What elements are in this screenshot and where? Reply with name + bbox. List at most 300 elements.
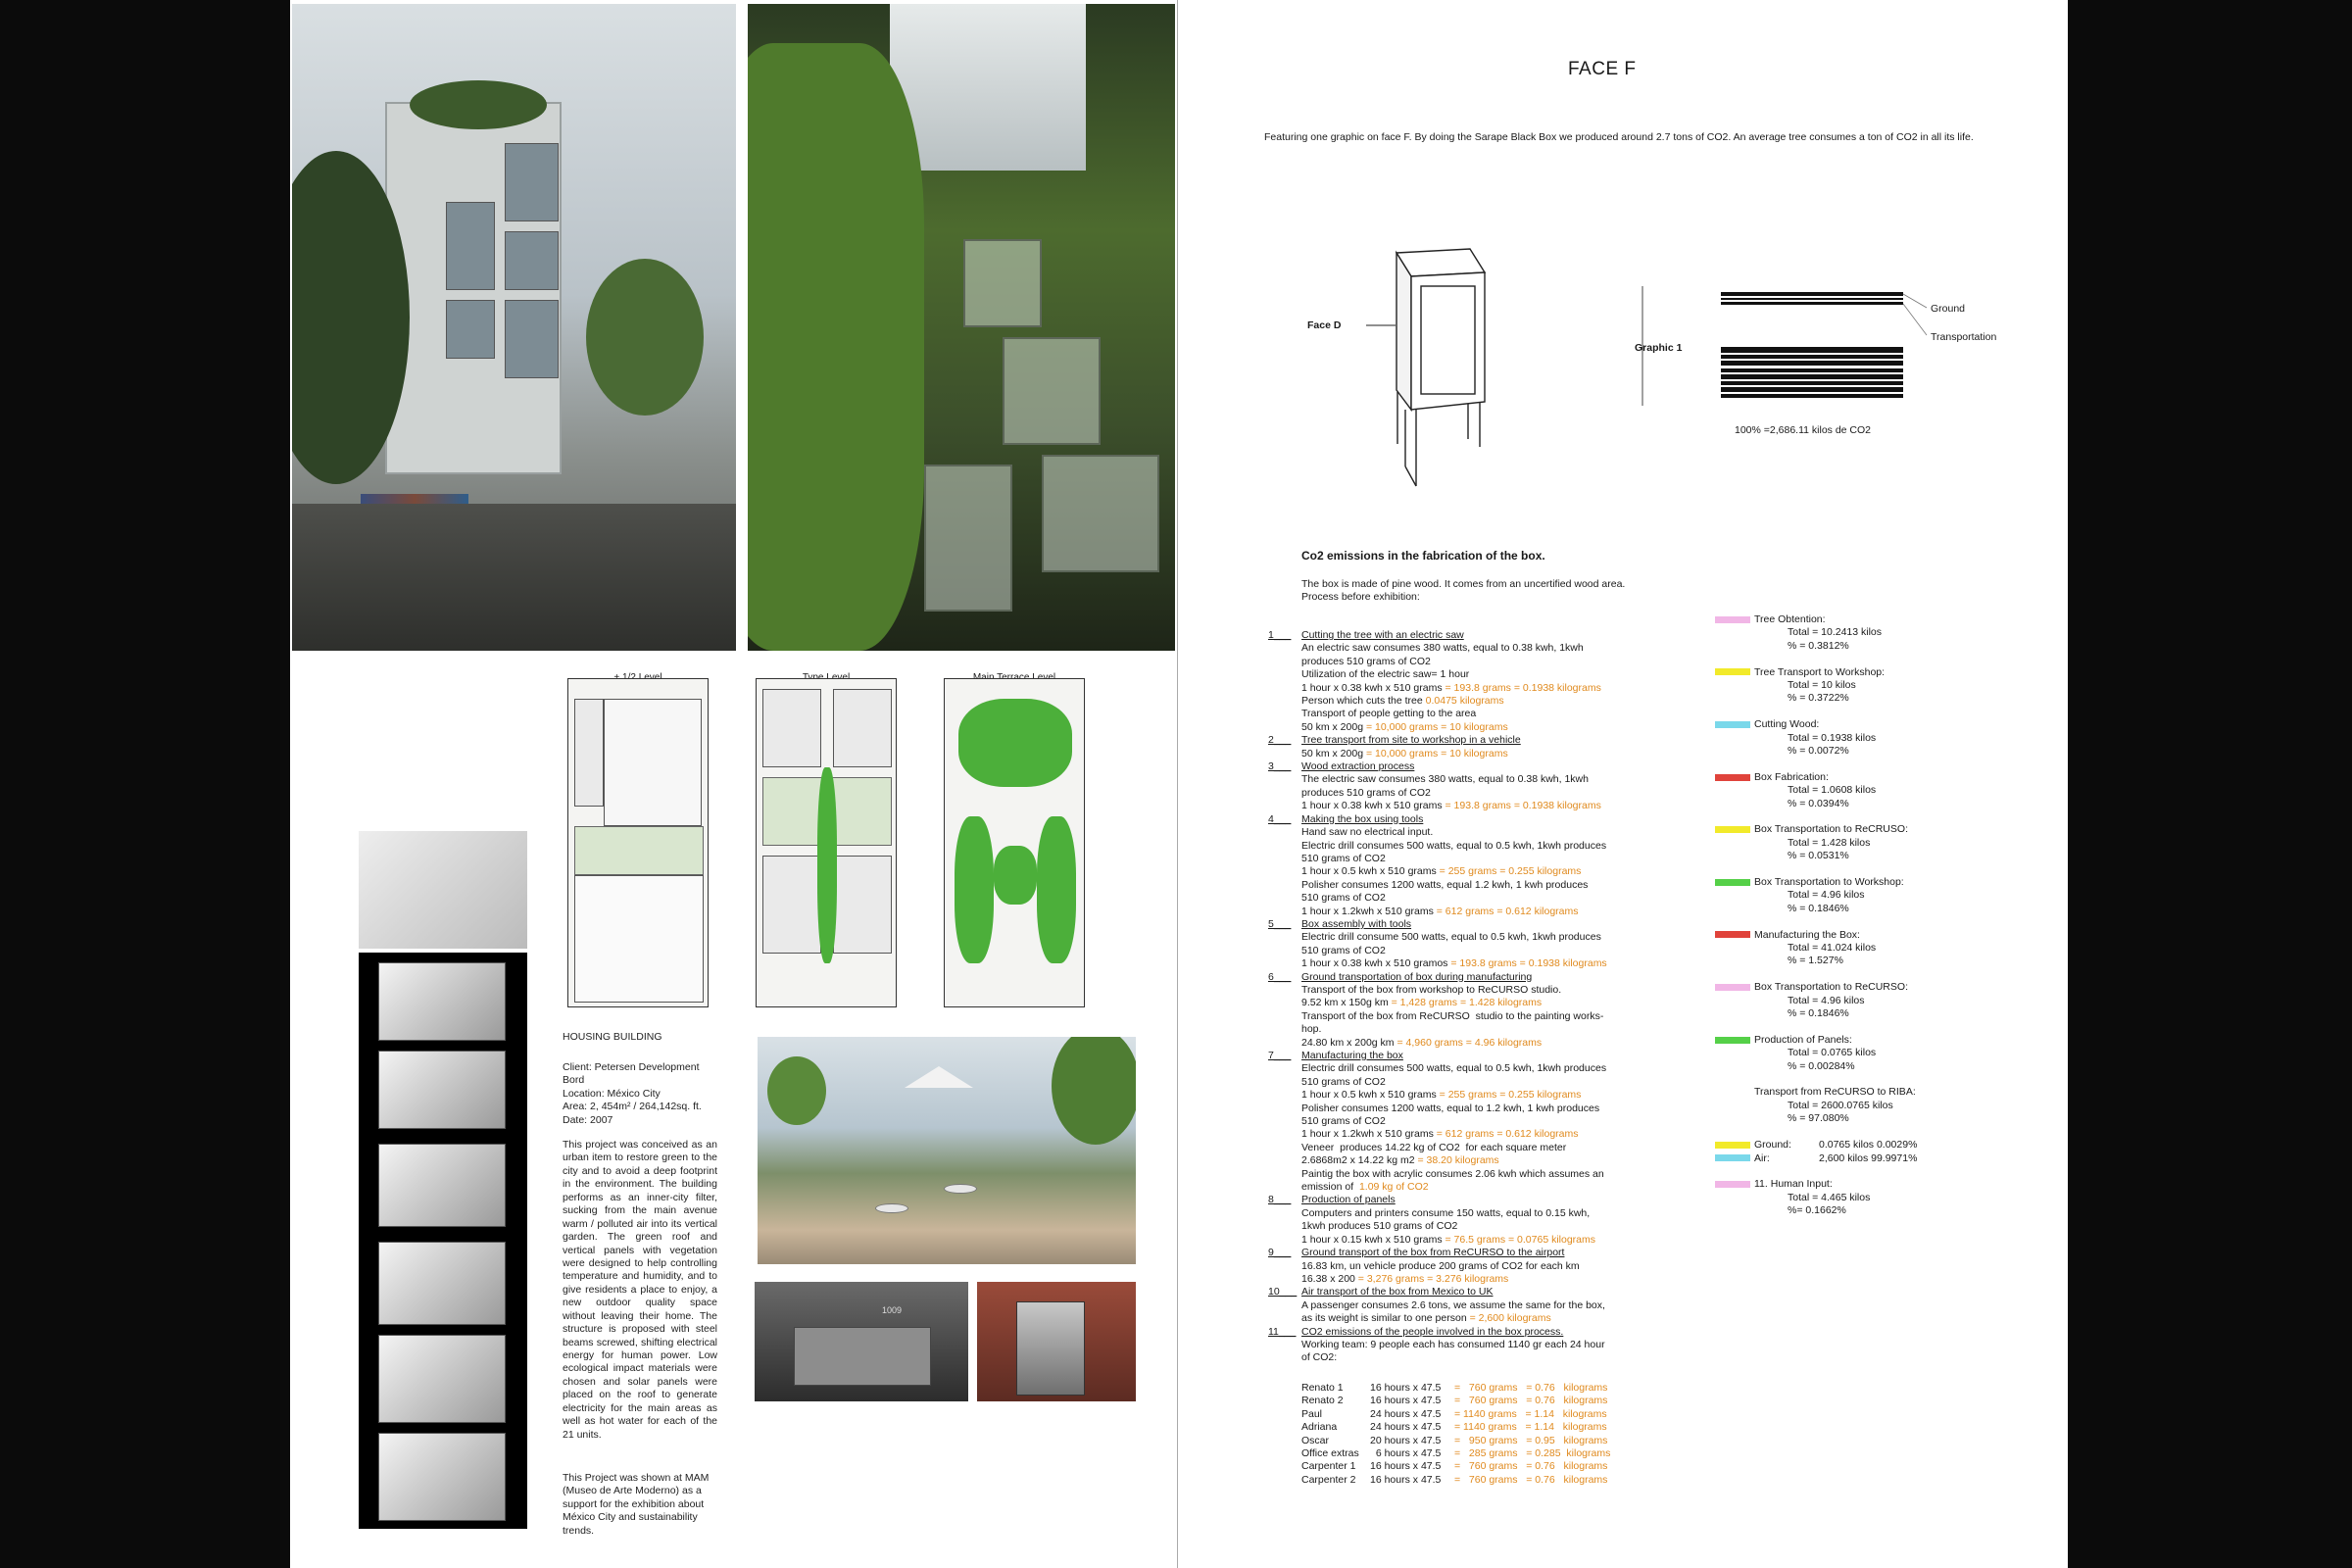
- step-line: [1268, 1181, 1660, 1194]
- step-title: Ground transportation of box during manufacturing: [1301, 970, 1533, 983]
- legend-value: % = 0.1846%: [1788, 902, 1849, 914]
- legend-item: [1715, 823, 2009, 862]
- step-line: [1268, 1089, 1660, 1102]
- legend-value: % = 0.0394%: [1788, 797, 1849, 809]
- step-number: 9___: [1268, 1247, 1292, 1259]
- step-text: emission of: [1301, 1181, 1359, 1194]
- legend-value: Total = 4.96 kilos: [1788, 994, 1865, 1006]
- highlighted-value: = 2,600 kilograms: [1469, 1312, 1551, 1325]
- legend-value: % = 0.3722%: [1788, 692, 1849, 705]
- legend-label: Tree Obtention:: [1754, 613, 1826, 625]
- step-heading: [1268, 1194, 1660, 1206]
- legend-item: [1715, 666, 2009, 706]
- legend-swatch: [1715, 668, 1750, 675]
- step-text: Utilization of the electric saw= 1 hour: [1301, 668, 1470, 681]
- step-text: 24.80 km x 200g km: [1301, 1036, 1397, 1049]
- crew-name: Carpenter 2: [1301, 1473, 1356, 1486]
- step-line: [1268, 879, 1660, 892]
- step-heading: [1268, 918, 1660, 931]
- legend-label: Box Fabrication:: [1754, 770, 1829, 783]
- step-text: Working team: 9 people each has consumed 1140 gr each 24 hour: [1301, 1338, 1605, 1350]
- crew-calc: 16 hours x 47.5: [1370, 1473, 1445, 1486]
- model-step: [378, 1335, 506, 1423]
- window-panel: [1003, 337, 1101, 445]
- crew-name: Oscar: [1301, 1434, 1330, 1446]
- crew-result: = 285 grams = 0.285 kilograms: [1454, 1447, 1611, 1460]
- street-tree: [586, 259, 704, 416]
- step-text: 1 hour x 0.38 kwh x 510 grams: [1301, 681, 1446, 694]
- legend-value: % = 0.1846%: [1788, 1007, 1849, 1020]
- face-d-label: Face D: [1307, 319, 1342, 331]
- step-line: [1268, 892, 1660, 905]
- step-line: [1268, 721, 1660, 734]
- highlighted-value: = 4,960 grams = 4.96 kilograms: [1396, 1036, 1543, 1049]
- housing-title: HOUSING BUILDING: [563, 1031, 662, 1043]
- legend-item: [1715, 1086, 2009, 1125]
- crew-name: Office extras: [1301, 1447, 1359, 1460]
- street-building-photo: [292, 4, 736, 651]
- legend-swatch: [1715, 826, 1750, 833]
- legend-item: [1715, 718, 2009, 758]
- highlighted-value: = 38.20 kilograms: [1417, 1154, 1499, 1167]
- legend-swatch: [1715, 616, 1750, 623]
- facade-window: [505, 300, 559, 378]
- step-number: 3___: [1268, 760, 1292, 773]
- model-sequence: [359, 953, 527, 1529]
- step-number: 4___: [1268, 812, 1292, 825]
- legend-value: Total = 0.1938 kilos: [1788, 731, 1877, 744]
- step-text: 1 hour x 1.2kwh x 510 grams: [1301, 905, 1437, 917]
- step-heading: [1268, 629, 1660, 642]
- step-text: 2.6868m2 x 14.22 kg m2: [1301, 1154, 1418, 1167]
- step-number: 11___: [1268, 1325, 1297, 1338]
- legend-swatch: [1715, 1037, 1750, 1044]
- step-line: [1268, 1168, 1660, 1181]
- step-line: [1268, 656, 1660, 668]
- legend-item: [1715, 1034, 2009, 1073]
- plan-room: [833, 856, 892, 954]
- highlighted-value: = 193.8 grams = 0.1938 kilograms: [1445, 681, 1601, 694]
- housing-mam-note: This Project was shown at MAM (Museo de Arte Moderno) as a support for the exhibition about México City and sustainability trends.: [563, 1472, 710, 1537]
- facade-window: [446, 202, 495, 290]
- model-step: [378, 1051, 506, 1129]
- legend-label: 11. Human Input:: [1754, 1178, 1833, 1191]
- step-text: 1 hour x 0.15 kwh x 510 grams: [1301, 1233, 1446, 1246]
- step-text: Polisher consumes 1200 watts, equal to 1.2 kwh, 1 kwh produces: [1301, 1102, 1600, 1114]
- legend-heading: [1715, 613, 2009, 626]
- step-line: [1268, 642, 1660, 655]
- step-title: Air transport of the box from Mexico to UK: [1301, 1286, 1494, 1298]
- dark-margin: [2068, 0, 2352, 1568]
- step-text: of CO2:: [1301, 1351, 1338, 1364]
- step-text: Computers and printers consume 150 watts, equal to 0.15 kwh,: [1301, 1206, 1591, 1219]
- step-text: Transport of the box from workshop to ReCURSO studio.: [1301, 983, 1562, 996]
- legend-item: [1715, 929, 2009, 968]
- vertical-garden-photo: [748, 4, 1175, 651]
- terrace-tree: [1052, 1037, 1136, 1145]
- legend-item: [1715, 876, 2009, 915]
- crew-result: = 760 grams = 0.76 kilograms: [1454, 1460, 1608, 1473]
- step-text: 1 hour x 1.2kwh x 510 grams: [1301, 1128, 1437, 1141]
- step-line: [1268, 1154, 1660, 1167]
- step-text: A passenger consumes 2.6 tons, we assume the same for the box,: [1301, 1298, 1605, 1311]
- legend-item: [1715, 613, 2009, 653]
- step-number: 10___: [1268, 1286, 1298, 1298]
- legend-label: Air:: [1754, 1152, 1770, 1164]
- step-line: [1268, 1260, 1660, 1273]
- step-line: [1268, 1076, 1660, 1089]
- legend-label: Ground:: [1754, 1139, 1791, 1152]
- plan-vegetation: [994, 846, 1037, 905]
- crew-name: Paul: [1301, 1407, 1323, 1420]
- highlighted-value: = 255 grams = 0.255 kilograms: [1439, 1089, 1582, 1102]
- step-text: Transport of people getting to the area: [1301, 708, 1477, 720]
- graphic-1-label: Graphic 1: [1635, 342, 1683, 354]
- step-text: 16.83 km, un vehicle produce 200 grams of CO2 for each km: [1301, 1259, 1580, 1272]
- crew-calc: 24 hours x 47.5: [1370, 1421, 1445, 1434]
- legend-value: 0.0765 kilos 0.0029%: [1819, 1139, 1918, 1152]
- step-line: [1268, 984, 1660, 997]
- crew-name: Carpenter 1: [1301, 1460, 1356, 1473]
- crew-result: = 1140 grams = 1.14 kilograms: [1454, 1421, 1607, 1434]
- crew-result: = 760 grams = 0.76 kilograms: [1454, 1382, 1608, 1394]
- step-title: Production of panels: [1301, 1194, 1396, 1206]
- housing-client-info: [563, 1061, 739, 1127]
- step-line: [1268, 853, 1660, 865]
- legend-heading: [1715, 823, 2009, 836]
- plan-garden: [574, 826, 704, 875]
- step-heading: [1268, 813, 1660, 826]
- plan-room: [833, 689, 892, 767]
- legend-swatch: [1715, 1142, 1750, 1149]
- step-text: Veneer produces 14.22 kg of CO2 for each square meter: [1301, 1141, 1567, 1153]
- legend-heading: [1715, 876, 2009, 889]
- step-line: [1268, 826, 1660, 839]
- step-text: 1 hour x 0.5 kwh x 510 grams: [1301, 1089, 1440, 1102]
- legend-item: [1715, 1178, 2009, 1217]
- step-text: as its weight is similar to one person: [1301, 1312, 1470, 1325]
- highlighted-value: 0.0475 kilograms: [1425, 695, 1504, 708]
- legend-swatch: [1715, 879, 1750, 886]
- crew-row: [1301, 1447, 1610, 1460]
- plan-vegetation: [1037, 816, 1076, 963]
- step-title: CO2 emissions of the people involved in the box process.: [1301, 1325, 1564, 1338]
- step-number: 6___: [1268, 970, 1292, 983]
- step-title: Cutting the tree with an electric saw: [1301, 629, 1464, 641]
- step-title: Box assembly with tools: [1301, 917, 1412, 930]
- legend-swatch: [1715, 931, 1750, 938]
- model-step: [378, 1242, 506, 1325]
- step-text: Electric drill consume 500 watts, equal to 0.5 kwh, 1kwh produces: [1301, 931, 1601, 944]
- emissions-legend: [1715, 613, 2009, 1231]
- step-text: 1 hour x 0.38 kwh x 510 gramos: [1301, 957, 1451, 970]
- step-text: Paintig the box with acrylic consumes 2.06 kwh which assumes an: [1301, 1167, 1604, 1180]
- step-line: [1268, 708, 1660, 720]
- crew-result: = 760 grams = 0.76 kilograms: [1454, 1395, 1608, 1407]
- step-heading: [1268, 1326, 1660, 1339]
- step-heading: [1268, 734, 1660, 747]
- step-line: [1268, 1339, 1660, 1351]
- street-ground: [292, 504, 736, 651]
- crew-row: [1301, 1460, 1610, 1473]
- step-text: 510 grams of CO2: [1301, 944, 1386, 956]
- legend-swatch: [1715, 984, 1750, 991]
- crew-result: = 1140 grams = 1.14 kilograms: [1454, 1407, 1607, 1420]
- step-line: [1268, 1037, 1660, 1050]
- legend-value: Total = 1.0608 kilos: [1788, 784, 1877, 797]
- step-heading: [1268, 971, 1660, 984]
- step-title: Making the box using tools: [1301, 812, 1424, 825]
- step-number: 7___: [1268, 1050, 1292, 1061]
- legend-swatch: [1715, 1154, 1750, 1161]
- legend-value: %= 0.1662%: [1788, 1204, 1846, 1217]
- legend-heading: [1715, 1178, 2009, 1191]
- step-number: 8___: [1268, 1194, 1292, 1206]
- step-title: Wood extraction process: [1301, 760, 1415, 773]
- legend-label: Transport from ReCURSO to RIBA:: [1754, 1086, 1916, 1099]
- step-line: [1268, 748, 1660, 760]
- step-line: [1268, 997, 1660, 1009]
- crew-name: Adriana: [1301, 1421, 1338, 1434]
- step-line: [1268, 906, 1660, 918]
- highlighted-value: = 193.8 grams = 0.1938 kilograms: [1445, 800, 1601, 812]
- step-text: Polisher consumes 1200 watts, equal 1.2 kwh, 1 kwh produces: [1301, 878, 1589, 891]
- legend-heading: [1715, 981, 2009, 994]
- facade-window: [505, 143, 559, 221]
- crew-row: [1301, 1382, 1610, 1395]
- crew-calc: 16 hours x 47.5: [1370, 1395, 1445, 1407]
- step-heading: [1268, 760, 1660, 773]
- step-line: [1268, 1220, 1660, 1233]
- legend-value: % = 1.527%: [1788, 955, 1843, 967]
- step-line: [1268, 1142, 1660, 1154]
- window-panel: [1042, 455, 1159, 572]
- highlighted-value: = 10,000 grams = 10 kilograms: [1365, 720, 1508, 733]
- total-co2-label: 100% =2,686.11 kilos de CO2: [1735, 424, 1872, 436]
- legend-heading: [1715, 666, 2009, 679]
- crew-calc: 24 hours x 47.5: [1370, 1407, 1445, 1420]
- step-line: [1268, 840, 1660, 853]
- plan-vegetation: [958, 699, 1072, 787]
- client-line: Date: 2007: [563, 1113, 613, 1126]
- step-text: 1kwh produces 510 grams of CO2: [1301, 1220, 1458, 1233]
- step-line: [1268, 1234, 1660, 1247]
- transportation-label: Transportation: [1931, 331, 1997, 343]
- legend-label: Manufacturing the Box:: [1754, 928, 1860, 941]
- step-text: Person which cuts the tree: [1301, 695, 1426, 708]
- highlighted-value: = 10,000 grams = 10 kilograms: [1365, 747, 1508, 760]
- step-text: 510 grams of CO2: [1301, 892, 1386, 905]
- step-text: 510 grams of CO2: [1301, 1075, 1386, 1088]
- step-text: The electric saw consumes 380 watts, equal to 0.38 kwh, 1kwh: [1301, 773, 1589, 786]
- crew-row: [1301, 1474, 1610, 1487]
- box-top-face: [1396, 249, 1485, 276]
- step-line: [1268, 957, 1660, 970]
- terrace-table: [944, 1184, 977, 1194]
- step-line: [1268, 800, 1660, 812]
- step-text: 1 hour x 0.38 kwh x 510 grams: [1301, 800, 1446, 812]
- legend-label: Production of Panels:: [1754, 1033, 1852, 1046]
- housing-description: This project was conceived as an urban item to restore green to the city and to avoid a deep footprint in the environment. The building performs as an inner-city filter, sucking from the main avenue warm / polluted air into its vertical garden. The green roof and vertical panels with vegetation were designed to help controlling temperature and humidity, and to give residents a place to enjoy, a new outdoor quality space without leaving their home. The structure is proposed with steel beams screwed, shifting electrical energy for human power. Low ecological impact materials were chosen and solar panels were placed on the roof to generate electricity for the main areas as well as hot water for each of the 21 units.: [563, 1139, 717, 1441]
- step-text: Electric drill consumes 500 watts, equal to 0.5 kwh, 1kwh produces: [1301, 1062, 1607, 1075]
- step-line: [1268, 668, 1660, 681]
- step-line: [1268, 695, 1660, 708]
- legend-value: % = 0.0072%: [1788, 745, 1849, 758]
- step-text: Electric drill consumes 500 watts, equal to 0.5 kwh, 1kwh produces: [1301, 839, 1607, 852]
- step-line: [1268, 1115, 1660, 1128]
- exhibition-model-photo: [977, 1282, 1136, 1401]
- client-line: Location: México City: [563, 1087, 661, 1100]
- building-facade: [385, 102, 562, 474]
- green-wall: [748, 43, 924, 651]
- crew-calc: 16 hours x 47.5: [1370, 1460, 1445, 1473]
- step-line: [1268, 1299, 1660, 1312]
- step-line: [1268, 773, 1660, 786]
- page-title: FACE F: [1568, 59, 1637, 79]
- crew-result: = 760 grams = 0.76 kilograms: [1454, 1473, 1608, 1486]
- step-text: 50 km x 200g: [1301, 747, 1366, 760]
- step-line: [1268, 1128, 1660, 1141]
- step-heading: [1268, 1050, 1660, 1062]
- plan-parking: [574, 875, 704, 1003]
- terrace-table: [875, 1203, 908, 1213]
- terrace-render: [758, 1037, 1136, 1264]
- step-line: [1268, 945, 1660, 957]
- entrance-number: 1009: [882, 1305, 903, 1315]
- legend-value: Total = 4.96 kilos: [1788, 889, 1865, 902]
- legend-swatch-blank: [1715, 1089, 1750, 1096]
- legend-label: Cutting Wood:: [1754, 718, 1820, 731]
- legend-value: % = 0.3812%: [1788, 639, 1849, 652]
- legend-transport-breakdown: [1715, 1139, 2009, 1165]
- step-line: [1268, 1102, 1660, 1115]
- legend-value: Total = 1.428 kilos: [1788, 836, 1871, 849]
- crew-row: [1301, 1435, 1610, 1447]
- exhibited-model: [1016, 1301, 1085, 1396]
- model-step: [378, 1144, 506, 1227]
- legend-heading: [1715, 1034, 2009, 1047]
- step-text: Transport of the box from ReCURSO studio to the painting works-: [1301, 1009, 1604, 1022]
- crew-row: [1301, 1408, 1610, 1421]
- step-title: Tree transport from site to workshop in a vehicle: [1301, 734, 1521, 747]
- model-detail-render: [359, 831, 527, 949]
- legend-value: Total = 0.0765 kilos: [1788, 1047, 1877, 1059]
- client-line: Area: 2, 454m² / 264,142sq. ft.: [563, 1101, 702, 1113]
- left-sheet: [290, 0, 1178, 1568]
- plan-room: [604, 699, 702, 826]
- crew-calc: 6 hours x 47.5: [1370, 1447, 1445, 1460]
- client-line: Client: Petersen Development: [563, 1061, 700, 1073]
- ground-label: Ground: [1931, 303, 1966, 315]
- legend-swatch: [1715, 774, 1750, 781]
- step-text: produces 510 grams of CO2: [1301, 786, 1431, 799]
- box-opening: [1421, 286, 1475, 394]
- intro-paragraph: Featuring one graphic on face F. By doing the Sarape Black Box we produced around 2.7 tons of CO2. An average tree consumes a ton of CO2 in all its life.: [1264, 131, 1974, 143]
- legend-label: Box Transportation to ReCURSO:: [1754, 981, 1908, 994]
- highlighted-value: = 612 grams = 0.612 kilograms: [1436, 905, 1579, 917]
- step-title: Ground transport of the box from ReCURSO to the airport: [1301, 1247, 1565, 1259]
- step-line: [1268, 1010, 1660, 1023]
- plan-stair: [574, 699, 604, 807]
- model-step: [378, 1433, 506, 1521]
- highlighted-value: = 76.5 grams = 0.0765 kilograms: [1445, 1233, 1596, 1246]
- crew-row: [1301, 1421, 1610, 1434]
- highlighted-value: 1.09 kg of CO2: [1358, 1181, 1429, 1194]
- highlighted-value: = 193.8 grams = 0.1938 kilograms: [1450, 957, 1607, 970]
- step-text: 510 grams of CO2: [1301, 1115, 1386, 1128]
- floor-plan-type-level: [756, 678, 897, 1007]
- plan-room: [762, 856, 821, 954]
- legend-value: Total = 4.465 kilos: [1788, 1191, 1871, 1203]
- crew-row: [1301, 1395, 1610, 1407]
- entrance-render: [755, 1282, 968, 1401]
- step-line: [1268, 1273, 1660, 1286]
- legend-item: [1715, 981, 2009, 1020]
- step-number: 1___: [1268, 629, 1292, 641]
- step-text: 1 hour x 0.5 kwh x 510 grams: [1301, 865, 1440, 878]
- section-intro: The box is made of pine wood. It comes from an uncertified wood area. Process before exhibition:: [1301, 578, 1626, 604]
- step-line: [1268, 931, 1660, 944]
- legend-swatch: [1715, 721, 1750, 728]
- sky-opening: [890, 4, 1086, 171]
- crew-name: Renato 2: [1301, 1395, 1344, 1407]
- legend-item: [1715, 771, 2009, 810]
- highlighted-value: = 255 grams = 0.255 kilograms: [1439, 865, 1582, 878]
- step-text: 510 grams of CO2: [1301, 852, 1386, 864]
- step-number: 5___: [1268, 917, 1292, 930]
- crew-name: Renato 1: [1301, 1382, 1344, 1394]
- section-title: Co2 emissions in the fabrication of the box.: [1301, 549, 1545, 563]
- legend-swatch: [1715, 1181, 1750, 1188]
- legend-value: 2,600 kilos 99.9971%: [1819, 1152, 1918, 1164]
- step-text: hop.: [1301, 1023, 1322, 1036]
- crew-calc: 20 hours x 47.5: [1370, 1434, 1445, 1446]
- step-line: [1268, 865, 1660, 878]
- legend-value: % = 97.080%: [1788, 1112, 1849, 1125]
- step-line: [1268, 787, 1660, 800]
- step-line: [1268, 1351, 1660, 1364]
- legend-row: [1715, 1152, 2009, 1165]
- plan-vegetation: [955, 816, 994, 963]
- step-text: 50 km x 200g: [1301, 720, 1366, 733]
- step-text: produces 510 grams of CO2: [1301, 655, 1431, 667]
- legend-heading: [1715, 929, 2009, 942]
- client-line: Bord: [563, 1074, 585, 1087]
- process-steps: [1268, 629, 1660, 1365]
- legend-value: % = 0.00284%: [1788, 1059, 1855, 1072]
- highlighted-value: = 612 grams = 0.612 kilograms: [1436, 1128, 1579, 1141]
- step-title: Manufacturing the box: [1301, 1050, 1403, 1061]
- crew-result: = 950 grams = 0.95 kilograms: [1454, 1434, 1608, 1446]
- plan-room: [762, 689, 821, 767]
- model-step: [378, 962, 506, 1041]
- legend-label: Box Transportation to ReCRUSO:: [1754, 823, 1908, 836]
- facade-window: [446, 300, 495, 359]
- legend-value: Total = 10.2413 kilos: [1788, 626, 1883, 639]
- floor-plan-half-level: [567, 678, 709, 1007]
- step-line: [1268, 1207, 1660, 1220]
- step-line: [1268, 1312, 1660, 1325]
- step-text: 16.38 x 200: [1301, 1272, 1358, 1285]
- window-panel: [963, 239, 1042, 327]
- rooftop-greenery: [410, 80, 547, 129]
- step-line: [1268, 1062, 1660, 1075]
- highlighted-value: = 3,276 grams = 3.276 kilograms: [1357, 1272, 1509, 1285]
- legend-heading: [1715, 718, 2009, 731]
- crew-emissions-table: [1301, 1382, 1610, 1487]
- crew-calc: 16 hours x 47.5: [1370, 1382, 1445, 1394]
- legend-value: Total = 2600.0765 kilos: [1788, 1099, 1893, 1111]
